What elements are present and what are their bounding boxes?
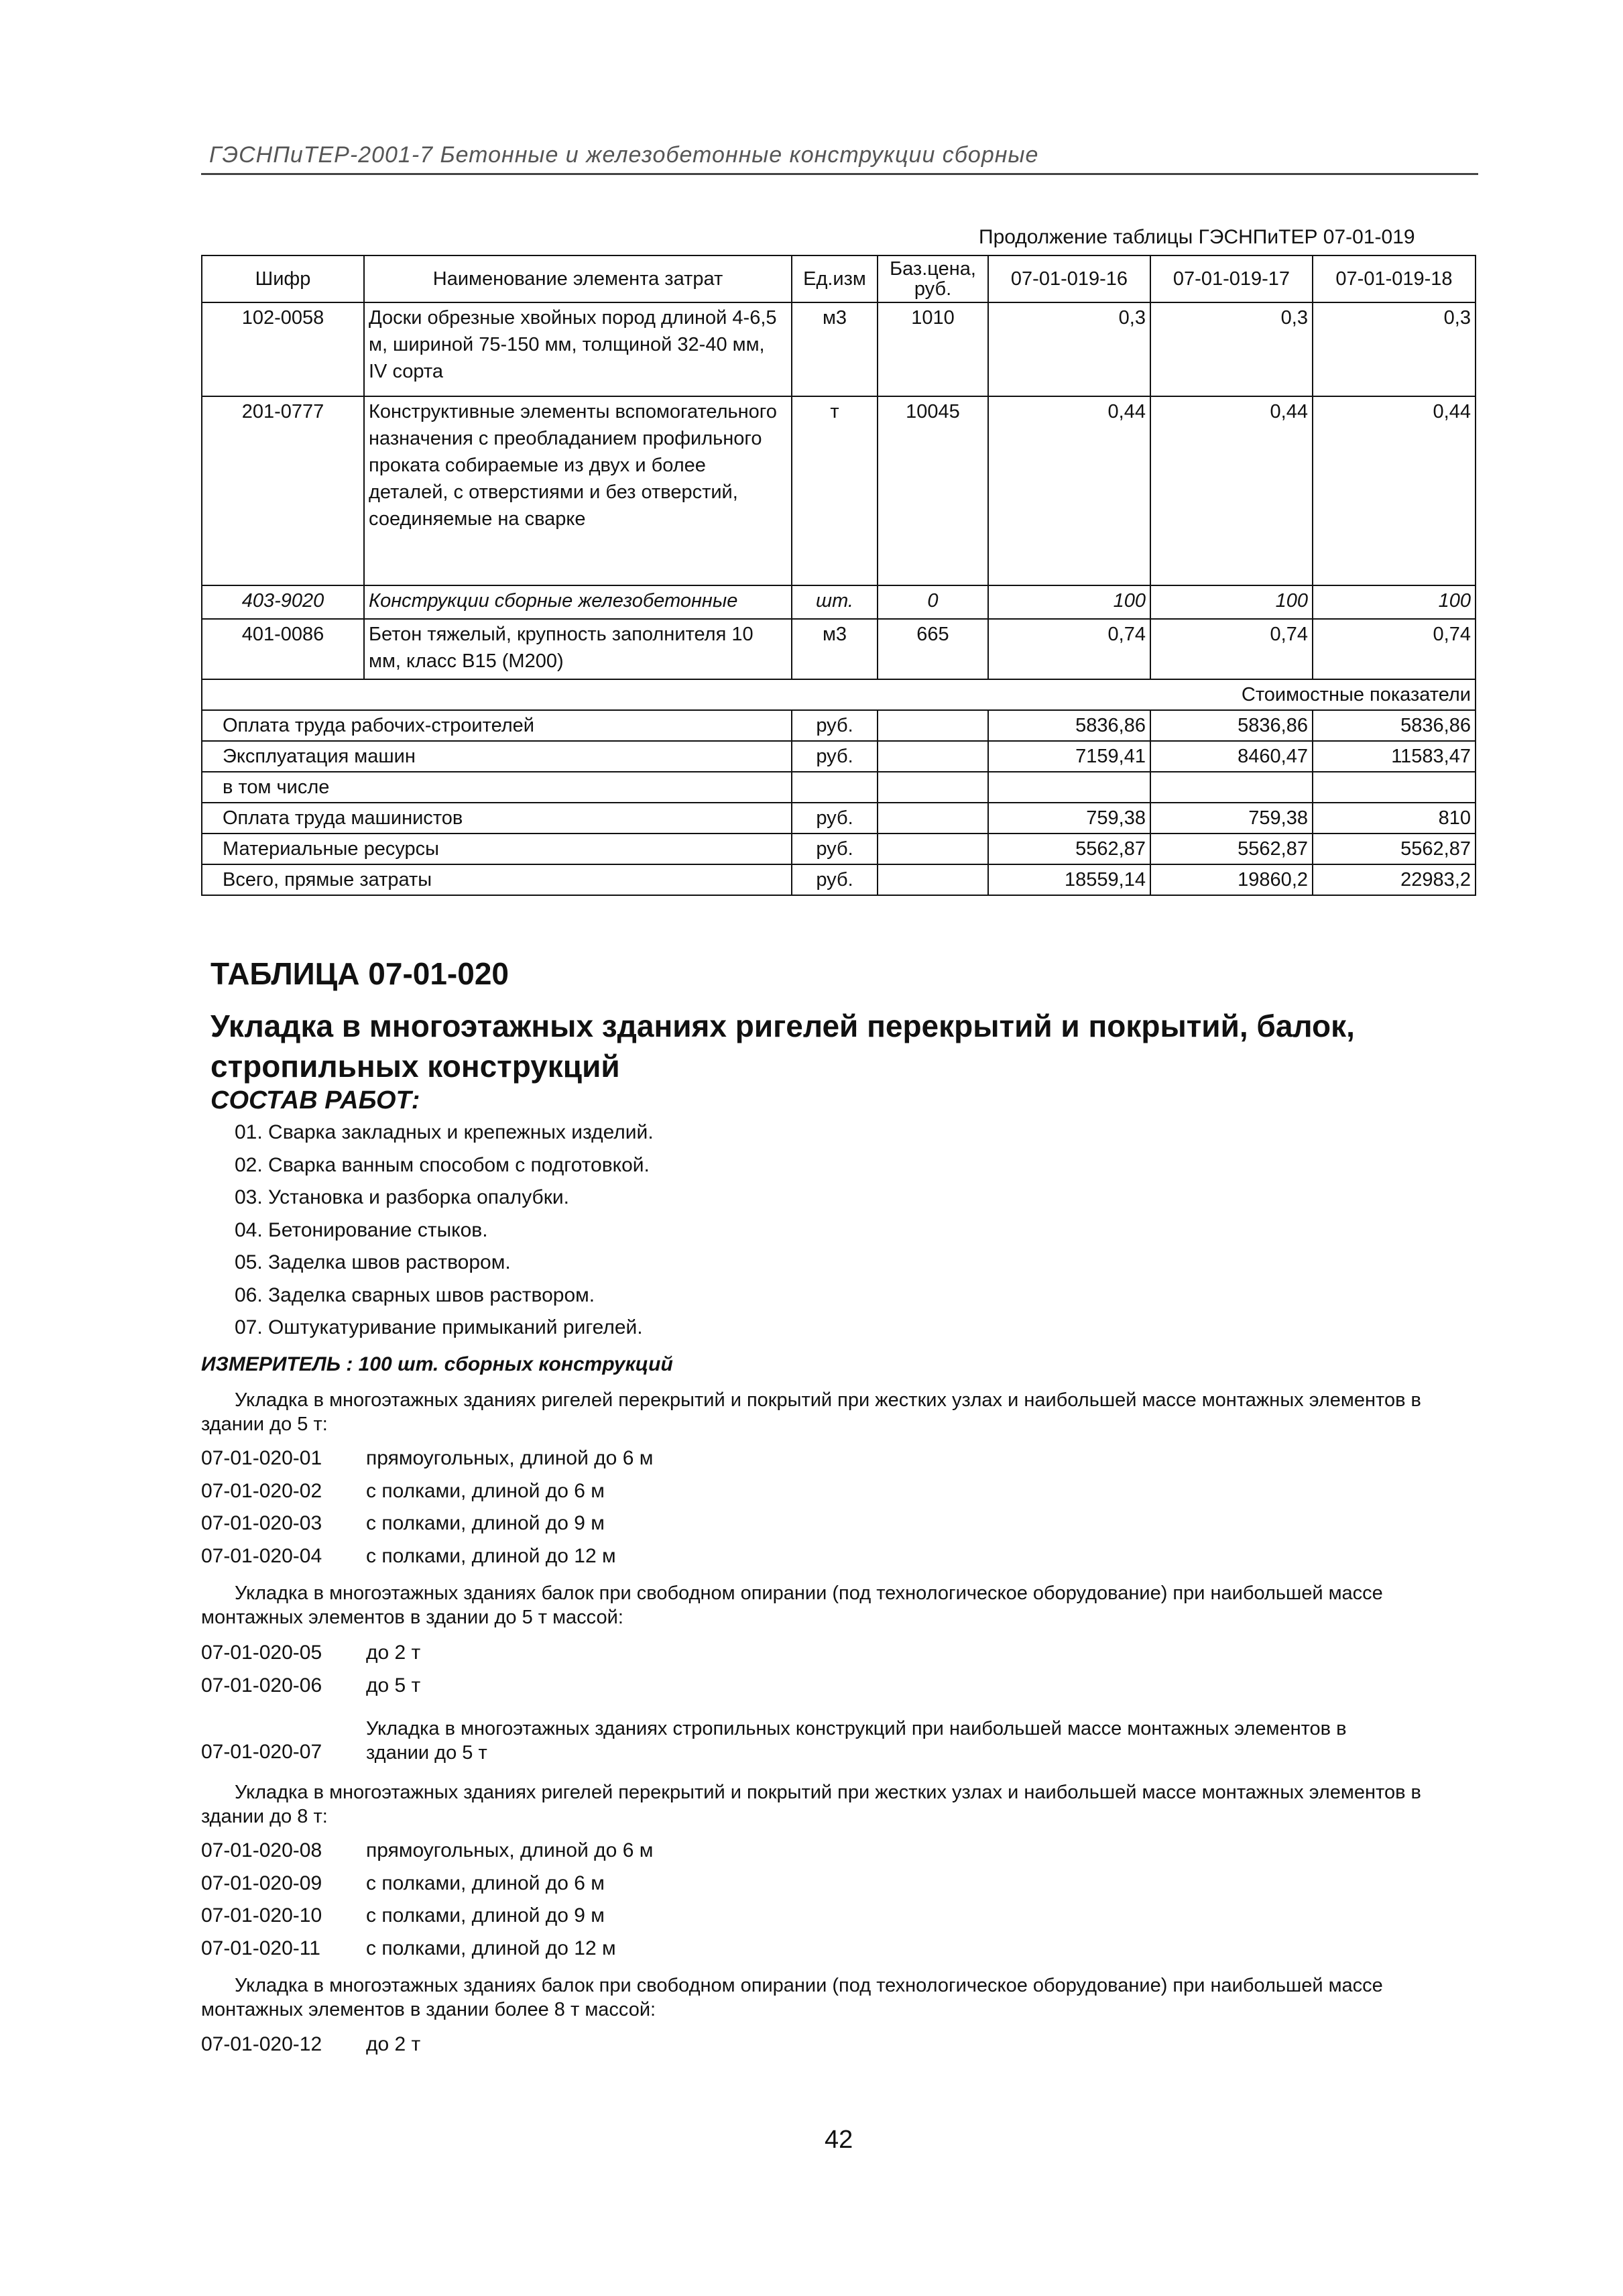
item-text-line2: здании до 5 т: [366, 1742, 487, 1764]
item-text: с полками, длиной до 12 м: [366, 1544, 616, 1567]
list-item: [201, 1904, 653, 1937]
row-unit: м3: [792, 302, 878, 396]
list-item: [201, 1717, 1347, 1765]
summary-row: [202, 834, 1476, 864]
list-item: [201, 1642, 420, 1674]
item-text: прямоугольных, длиной до 6 м: [366, 1839, 654, 1861]
summary-row: [202, 741, 1476, 772]
row-code: 102-0058: [202, 302, 364, 396]
summary-v18: 810: [1313, 803, 1476, 834]
summary-v17: 8460,47: [1150, 741, 1313, 772]
row-v18: 0,74: [1313, 619, 1476, 679]
table-row: [202, 396, 1476, 585]
group-1-text: Укладка в многоэтажных зданиях ригелей перекрытий и покрытий при жестких узлах и наибольшей массе монтажных элементов в здании до 5 т:: [201, 1389, 1421, 1435]
summary-unit: руб.: [792, 803, 878, 834]
row-v18: 0,44: [1313, 396, 1476, 585]
item-text: до 2 т: [366, 1642, 421, 1664]
item-text: [366, 1717, 1347, 1765]
item-text: с полками, длиной до 6 м: [366, 1872, 605, 1894]
list-item: [201, 1937, 653, 1970]
item-code: 07-01-020-09: [201, 1872, 322, 1894]
summary-v16: 759,38: [988, 803, 1150, 834]
col-unit-header: Ед.изм: [792, 255, 878, 302]
row-code: 401-0086: [202, 619, 364, 679]
summary-v18: 22983,2: [1313, 864, 1476, 895]
row-name: Доски обрезные хвойных пород длиной 4-6,5 м, шириной 75-150 мм, толщиной 32-40 мм, IV сорта: [364, 302, 792, 396]
group-5-text: Укладка в многоэтажных зданиях балок при свободном опирании (под технологическое оборудование) при наибольшей массе монтажных элементов в здании более 8 т массой:: [201, 1975, 1383, 2020]
works-list: [235, 1121, 654, 1349]
summary-v17: 5836,86: [1150, 710, 1313, 741]
row-v16: 0,74: [988, 619, 1150, 679]
row-name: Конструктивные элементы вспомогательного назначения с преобладанием профильного проката собираемые из двух и более деталей, с отверстиями и без отверстий, соединяемые на сварке: [364, 396, 792, 585]
row-unit: м3: [792, 619, 878, 679]
summary-unit: руб.: [792, 864, 878, 895]
summary-label: Оплата труда рабочих-строителей: [202, 710, 792, 741]
col-18-header: 07-01-019-18: [1313, 255, 1476, 302]
group-5-codes: [201, 2033, 420, 2066]
summary-v18: 5836,86: [1313, 710, 1476, 741]
summary-v18: 11583,47: [1313, 741, 1476, 772]
summary-v17: 5562,87: [1150, 834, 1313, 864]
summary-v18: 5562,87: [1313, 834, 1476, 864]
summary-v16: 5562,87: [988, 834, 1150, 864]
summary-label: Материальные ресурсы: [202, 834, 792, 864]
summary-v17: 759,38: [1150, 803, 1313, 834]
summary-unit: руб.: [792, 741, 878, 772]
list-item: [201, 2033, 420, 2066]
row-code: 403-9020: [202, 585, 364, 619]
row-unit: т: [792, 396, 878, 585]
row-v17: 0,74: [1150, 619, 1313, 679]
row-v16: 0,3: [988, 302, 1150, 396]
summary-label: Всего, прямые затраты: [202, 864, 792, 895]
item-text: до 2 т: [366, 2033, 421, 2055]
row-price: 665: [878, 619, 988, 679]
table-row: [202, 619, 1476, 679]
item-code: 07-01-020-10: [201, 1904, 322, 1927]
row-v18: 0,3: [1313, 302, 1476, 396]
row-v16: 0,44: [988, 396, 1150, 585]
list-item: [201, 1872, 653, 1905]
col-price-header: Баз.цена, руб.: [878, 255, 988, 302]
list-item: [201, 1839, 653, 1872]
list-item: 04. Бетонирование стыков.: [235, 1218, 488, 1241]
item-code: 07-01-020-07: [201, 1741, 322, 1763]
summary-label: Эксплуатация машин: [202, 741, 792, 772]
item-code: 07-01-020-02: [201, 1479, 322, 1502]
row-name: Бетон тяжелый, крупность заполнителя 10 мм, класс В15 (М200): [364, 619, 792, 679]
sostav-label: СОСТАВ РАБОТ:: [211, 1086, 420, 1114]
cost-caption-row: [202, 679, 1476, 710]
summary-v18: [1313, 772, 1476, 803]
item-code: 07-01-020-12: [201, 2033, 322, 2055]
summary-row: [202, 864, 1476, 895]
summary-label: в том числе: [202, 772, 792, 803]
group-1-codes: [201, 1447, 653, 1577]
item-text: с полками, длиной до 9 м: [366, 1904, 605, 1927]
table-row: [202, 302, 1476, 396]
summary-row: [202, 772, 1476, 803]
item-code: 07-01-020-11: [201, 1937, 320, 1959]
summary-row: [202, 710, 1476, 741]
item-code: 07-01-020-08: [201, 1839, 322, 1861]
list-item: [201, 1674, 420, 1707]
group-2-codes: [201, 1642, 420, 1707]
summary-unit: руб.: [792, 710, 878, 741]
list-item: [201, 1512, 653, 1545]
cost-caption: Стоимостные показатели: [202, 679, 1476, 710]
group-3: [201, 1717, 1347, 1765]
list-item: [201, 1480, 653, 1513]
item-code: 07-01-020-04: [201, 1544, 322, 1567]
row-name: Конструкции сборные железобетонные: [364, 585, 792, 619]
summary-row: [202, 803, 1476, 834]
list-item: 01. Сварка закладных и крепежных изделий.: [235, 1121, 654, 1143]
item-text: с полками, длиной до 6 м: [366, 1479, 605, 1502]
list-item: 07. Оштукатуривание примыканий ригелей.: [235, 1316, 643, 1338]
summary-v16: 5836,86: [988, 710, 1150, 741]
summary-v16: 7159,41: [988, 741, 1150, 772]
item-code: 07-01-020-05: [201, 1642, 322, 1664]
page-number: 42: [825, 2126, 853, 2154]
continuation-title: Продолжение таблицы ГЭСНПиТЕР 07-01-019: [979, 226, 1415, 248]
group-4-codes: [201, 1839, 653, 1969]
resource-table: [201, 255, 1476, 896]
summary-v17: 19860,2: [1150, 864, 1313, 895]
item-code: 07-01-020-03: [201, 1512, 322, 1534]
col-16-header: 07-01-019-16: [988, 255, 1150, 302]
item-text-line1: Укладка в многоэтажных зданиях стропильных конструкций при наибольшей массе монтажных элементов в: [366, 1718, 1347, 1739]
item-text: с полками, длиной до 9 м: [366, 1512, 605, 1534]
item-text: до 5 т: [366, 1674, 421, 1697]
item-text: с полками, длиной до 12 м: [366, 1937, 616, 1959]
col-17-header: 07-01-019-17: [1150, 255, 1313, 302]
item-code: 07-01-020-06: [201, 1674, 322, 1697]
table-header-row: [202, 255, 1476, 302]
summary-unit: руб.: [792, 834, 878, 864]
col-code-header: Шифр: [202, 255, 364, 302]
summary-unit: [792, 772, 878, 803]
list-item: 06. Заделка сварных швов раствором.: [235, 1283, 595, 1306]
summary-v16: 18559,14: [988, 864, 1150, 895]
list-item: 02. Сварка ванным способом с подготовкой.: [235, 1153, 650, 1176]
summary-v17: [1150, 772, 1313, 803]
row-price: 10045: [878, 396, 988, 585]
row-unit: шт.: [792, 585, 878, 619]
header-rule: [201, 173, 1478, 175]
item-text: прямоугольных, длиной до 6 м: [366, 1447, 654, 1469]
izmeritel: ИЗМЕРИТЕЛЬ : 100 шт. сборных конструкций: [201, 1353, 673, 1375]
row-price: 1010: [878, 302, 988, 396]
row-v17: 0,44: [1150, 396, 1313, 585]
list-item: 05. Заделка швов раствором.: [235, 1251, 511, 1273]
running-header: ГЭСНПиТЕР-2001-7 Бетонные и железобетонные конструкции сборные: [209, 142, 1039, 168]
summary-label: Оплата труда машинистов: [202, 803, 792, 834]
row-v17: 100: [1150, 585, 1313, 619]
group-2-text: Укладка в многоэтажных зданиях балок при свободном опирании (под технологическое оборудование) при наибольшей массе монтажных элементов в здании до 5 т массой:: [201, 1583, 1383, 1628]
list-item: [201, 1447, 653, 1480]
col-name-header: Наименование элемента затрат: [364, 255, 792, 302]
summary-v16: [988, 772, 1150, 803]
row-code: 201-0777: [202, 396, 364, 585]
row-price: 0: [878, 585, 988, 619]
row-v16: 100: [988, 585, 1150, 619]
table-name: Укладка в многоэтажных зданиях ригелей перекрытий и покрытий, балок, стропильных конструкций: [211, 1009, 1355, 1084]
table-title: ТАБЛИЦА 07-01-020: [211, 956, 509, 991]
table-row: [202, 585, 1476, 619]
row-v17: 0,3: [1150, 302, 1313, 396]
list-item: 03. Установка и разборка опалубки.: [235, 1186, 569, 1208]
item-code: 07-01-020-01: [201, 1447, 322, 1469]
group-4-text: Укладка в многоэтажных зданиях ригелей перекрытий и покрытий при жестких узлах и наибольшей массе монтажных элементов в здании до 8 т:: [201, 1782, 1421, 1827]
list-item: [201, 1545, 653, 1578]
row-v18: 100: [1313, 585, 1476, 619]
